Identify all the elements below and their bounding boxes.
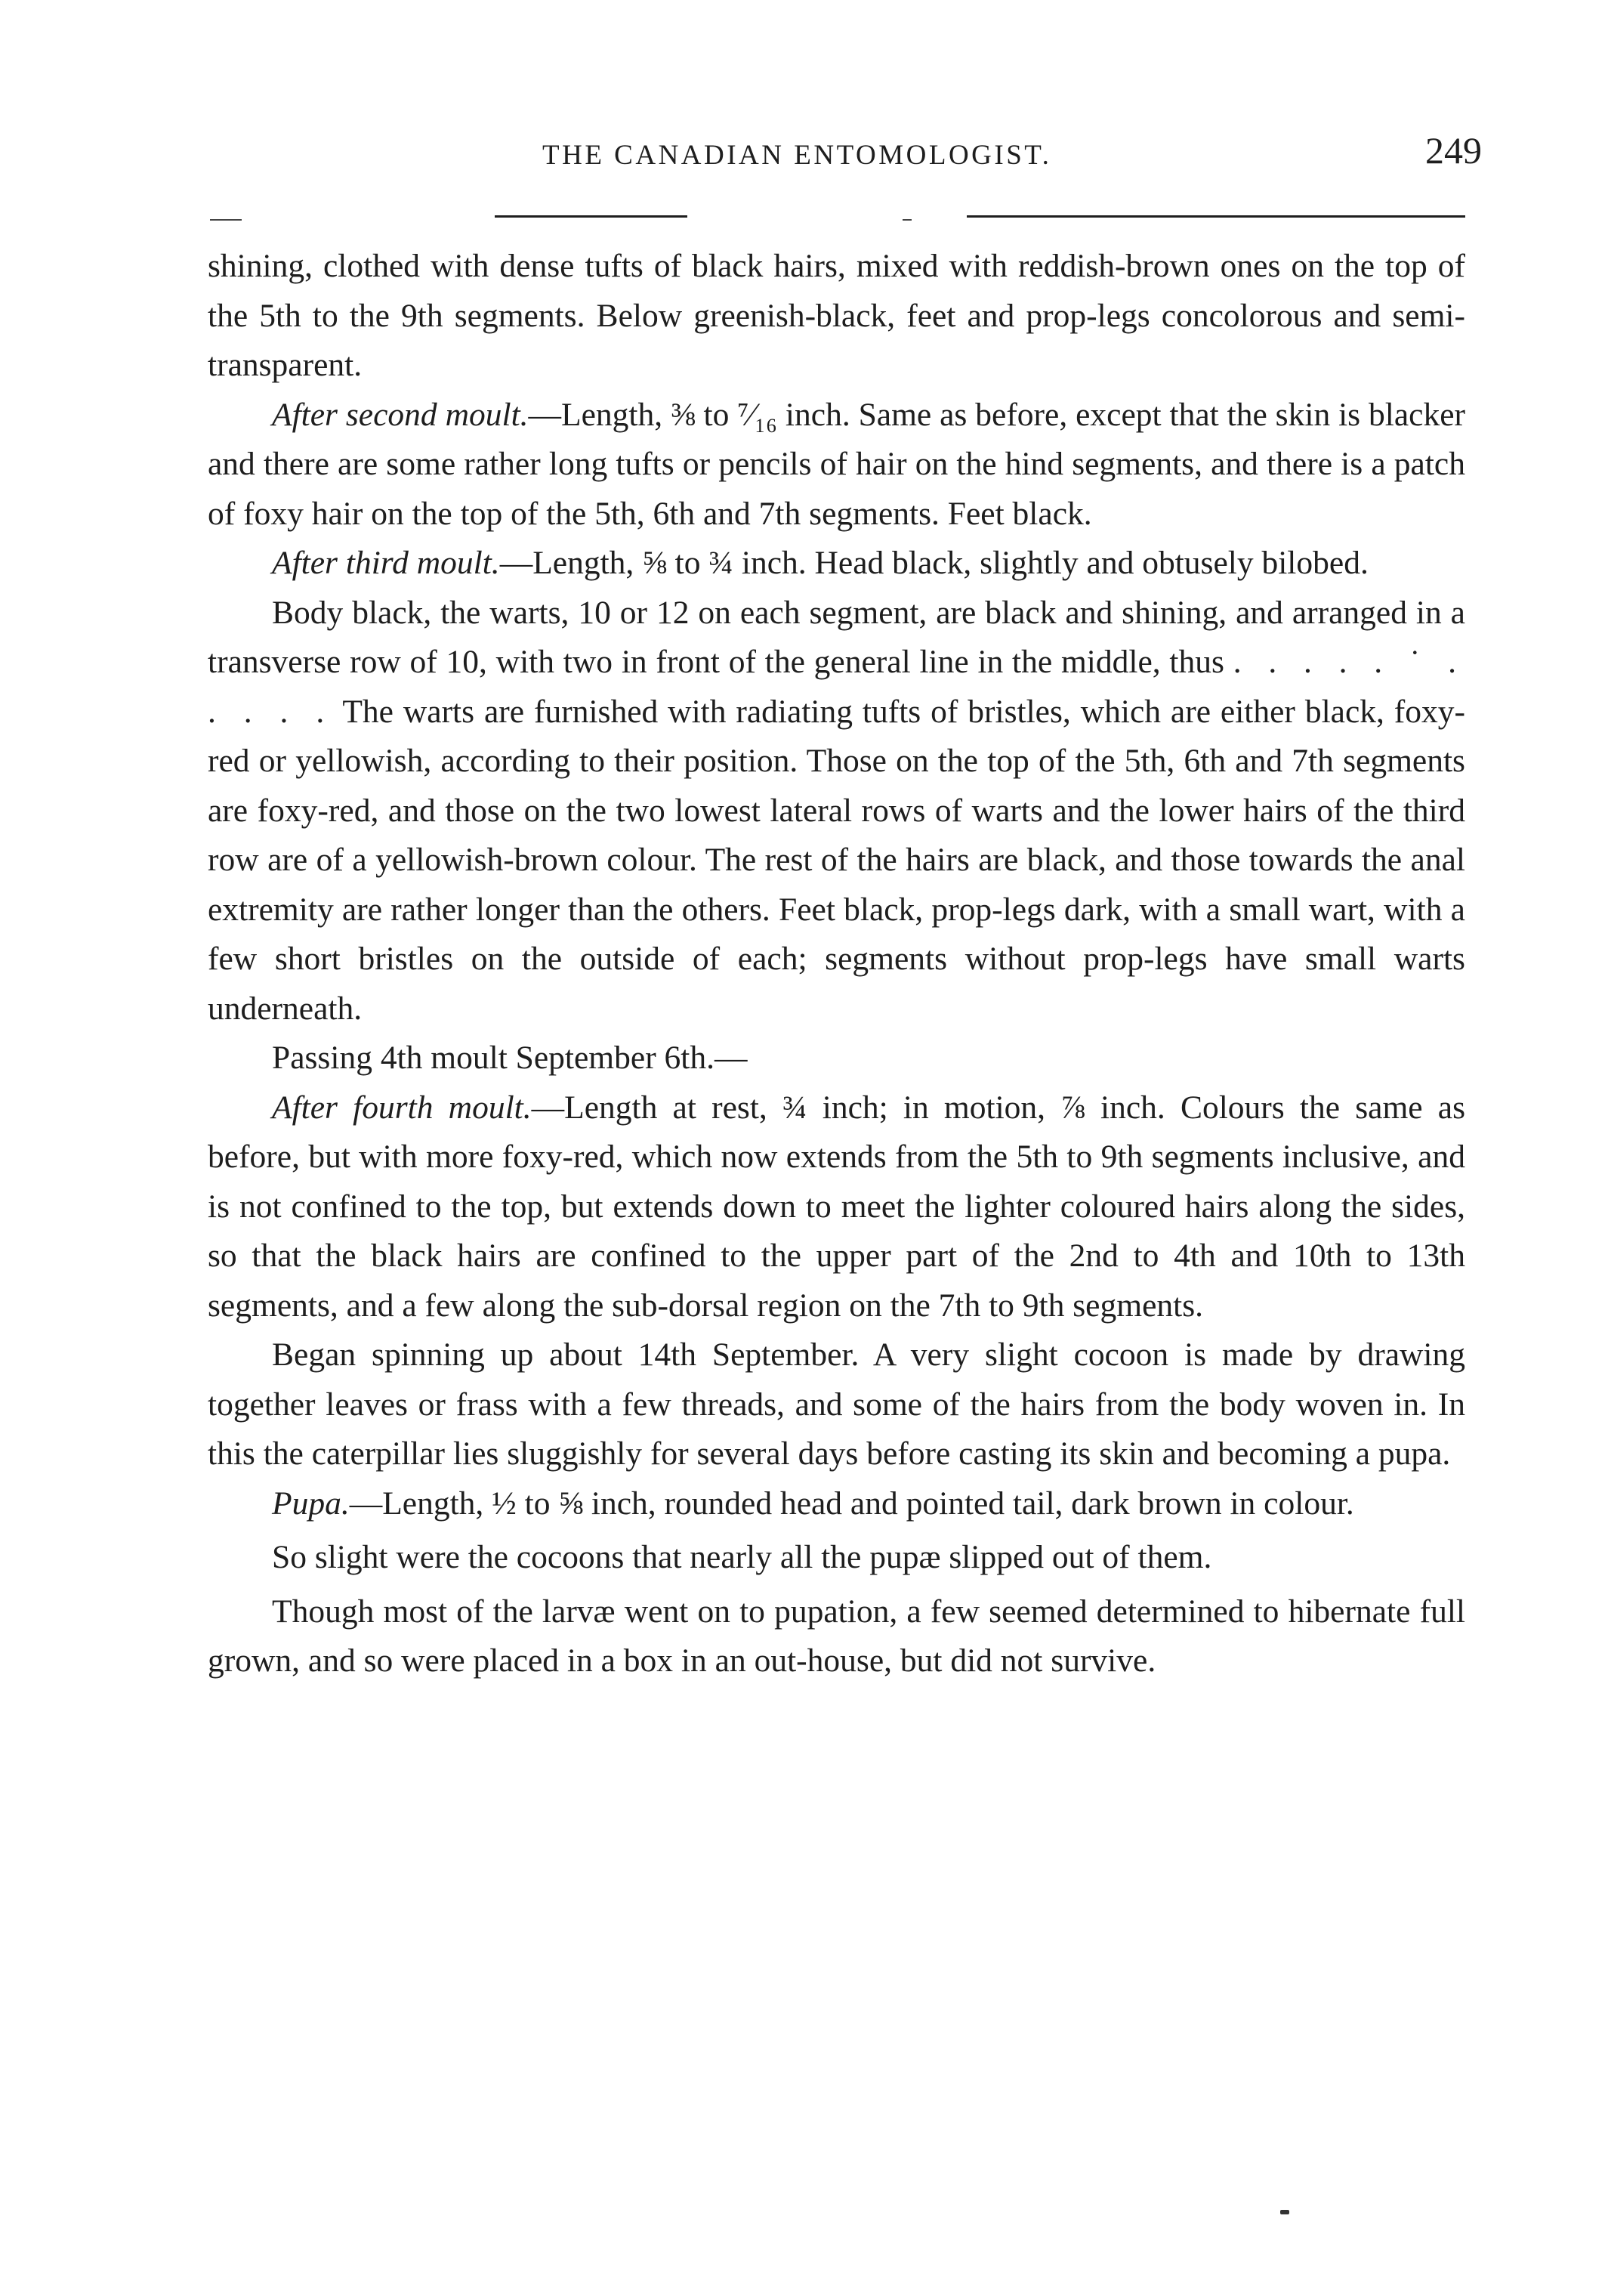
paragraph-spinning: Began spinning up about 14th September. A very slight cocoon is made by drawing together leaves or frass with a few threads, and some of the hairs from the body woven in. In this the caterpillar lies sluggishly for several days before casting its skin and becoming a pupa.	[208, 1337, 1465, 1472]
paragraph-hibernation: Though most of the larvæ went on to pupation, a few seemed determined to hibernate full grown, and so were placed in a box in an out-house, but did not survive.	[208, 1593, 1465, 1679]
running-head: THE CANADIAN ENTOMOLOGIST.	[542, 140, 1052, 171]
header-rule-fragment	[903, 219, 912, 221]
header-rule-fragment	[210, 219, 242, 221]
paragraph-text: —Length, ⅝ to ¾ inch. Head black, slightly and obtusely bilobed.	[499, 545, 1369, 581]
paragraph-body-description	[208, 589, 1465, 1034]
paragraph-continuation: shining, clothed with dense tufts of black hairs, mixed with reddish-brown ones on the top of the 5th to the 9th segments. Below greenish-black, feet and prop-legs concolorous and semi-transparent.	[208, 248, 1465, 383]
header-rule	[495, 215, 687, 218]
body-text	[208, 242, 1465, 1686]
page-header	[202, 128, 1486, 189]
paragraph-cocoons: So slight were the cocoons that nearly all the pupæ slipped out of them.	[272, 1539, 1212, 1575]
paragraph-fourth-moult-date: Passing 4th moult September 6th.—	[272, 1040, 748, 1076]
section-lead: After third moult.	[272, 545, 500, 581]
section-lead: After second moult.	[272, 396, 529, 433]
paragraph-text: The warts are furnished with radiating tufts of bristles, which are either black, foxy-red or yellowish, according to their position. Those on the top of the 5th, 6th and 7th segments are foxy-red, and those on the two lowest lateral rows of warts and the lower hairs of the third row are of a yellowish-brown colour. The rest of the hairs are black, and those towards the anal extremity are rather longer than the others. Feet black, prop-legs dark, with a small wart, with a few short bristles on the outside of each; segments without prop-legs have small warts underneath.	[208, 693, 1466, 1027]
page-number: 249	[1425, 129, 1482, 172]
paragraph-text: Body black, the warts, 10 or 12 on each segment, are black and shining, and arranged in a transverse row of 10, with two in front of the general line in the middle, thus	[208, 594, 1465, 680]
paragraph-text: —Length, ½ to ⅝ inch, rounded head and pointed tail, dark brown in colour.	[349, 1485, 1354, 1522]
paragraph-third-moult	[208, 539, 1465, 589]
paragraph-text: —Length, ⅜ to ⁷⁄₁₆ inch. Same as before, except that the skin is blacker and there are some rather long tufts or pencils of hair on the hind segments, and there is a patch of foxy hair on the top of the 5th, 6th and 7th segments. Feet black.	[208, 396, 1465, 532]
paragraph-pupa	[208, 1479, 1465, 1529]
page-mark	[1280, 2210, 1289, 2214]
section-lead: Pupa.	[272, 1485, 350, 1522]
paragraph-second-moult	[208, 391, 1465, 539]
section-lead: After fourth moult.	[272, 1089, 532, 1126]
wart-arrangement-dots: . . . . . ˙ . . . . .	[208, 644, 1465, 730]
header-rule	[967, 215, 1465, 218]
paragraph-fourth-moult	[208, 1083, 1465, 1331]
paragraph-text: —Length at rest, ¾ inch; in motion, ⅞ inch. Colours the same as before, but with more foxy-red, which now extends from the 5th to 9th segments inclusive, and is not confined to the top, but extends down to meet the lighter coloured hairs along the sides, so that the black hairs are confined to the upper part of the 2nd to 4th and 10th to 13th segments, and a few along the sub-dorsal region on the 7th to 9th segments.	[208, 1089, 1465, 1324]
